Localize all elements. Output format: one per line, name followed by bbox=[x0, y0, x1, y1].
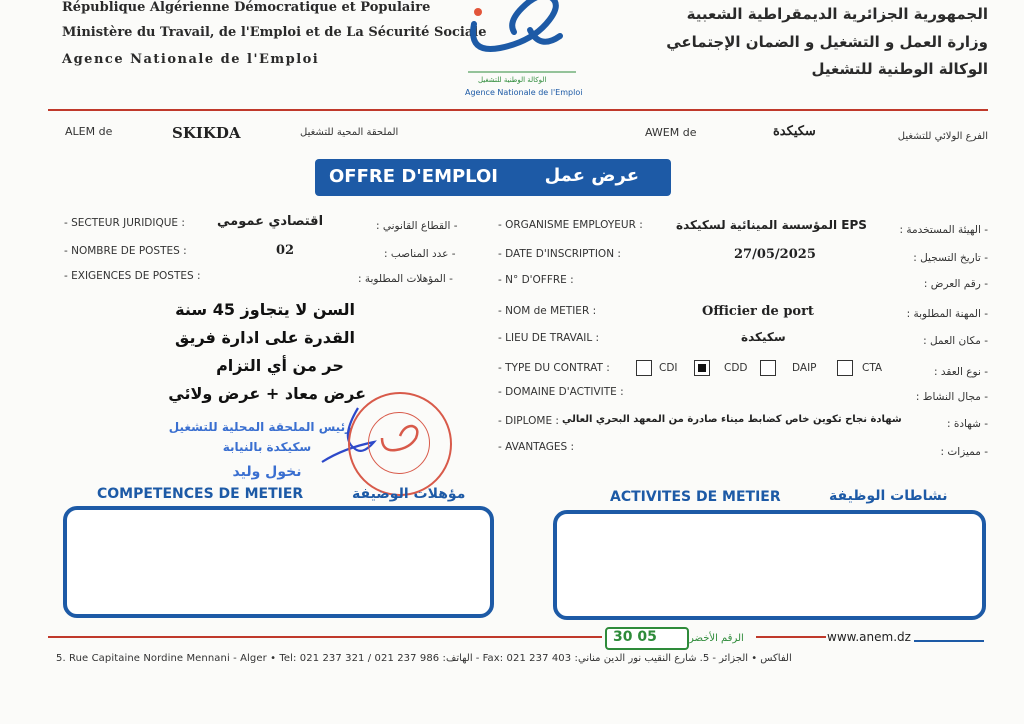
activites-title: ACTIVITES DE METIER bbox=[610, 489, 781, 505]
banner-ar: عرض عمل bbox=[544, 165, 639, 186]
organisme-label-ar: - الهيئة المستخدمة : bbox=[899, 224, 988, 236]
avantages-label: - AVANTAGES : bbox=[498, 441, 575, 453]
anem-logo bbox=[460, 0, 584, 80]
lieu-value: سكيكدة bbox=[741, 330, 786, 344]
secteur-value: اقتصادي عمومي bbox=[217, 214, 324, 229]
offre-label-ar: - رقم العرض : bbox=[923, 278, 988, 290]
requirement-1: السن لا يتجاوز 45 سنة bbox=[175, 300, 355, 319]
awem-label: AWEM de bbox=[645, 126, 697, 139]
alem-value: SKIKDA bbox=[172, 124, 241, 142]
competences-panel bbox=[63, 506, 494, 618]
metier-value: Officier de port bbox=[702, 304, 814, 319]
contrat-label-ar: - نوع العقد : bbox=[934, 366, 988, 378]
competences-title: COMPETENCES DE METIER bbox=[97, 486, 304, 502]
header-ar-line1: الجمهورية الجزائرية الديمقراطية الشعبية bbox=[686, 5, 988, 23]
alem-label-ar: الملحقة المحية للتشغيل bbox=[300, 127, 399, 138]
postes-label-ar: - عدد المناصب : bbox=[384, 248, 456, 260]
footer-rule-mid bbox=[756, 636, 826, 638]
round-stamp bbox=[348, 392, 452, 496]
organisme-value: المؤسسة المينائية لسكيكدة EPS bbox=[676, 218, 867, 232]
header-fr-line2: Ministère du Travail, de l'Emploi et de La Sécurité Sociale bbox=[62, 25, 487, 40]
green-number: 30 05 bbox=[613, 629, 657, 645]
requirement-3: حر من أي التزام bbox=[216, 356, 344, 375]
exigences-label: - EXIGENCES DE POSTES : bbox=[64, 270, 201, 282]
postes-label: - NOMBRE DE POSTES : bbox=[64, 245, 187, 257]
stamp-line1: رئيس الملحقة المحلية للتشغيل bbox=[168, 420, 352, 434]
stamp-line3: نخول وليد bbox=[232, 464, 302, 480]
secteur-label-ar: - القطاع القانوني : bbox=[376, 220, 458, 232]
date-value: 27/05/2025 bbox=[734, 247, 816, 262]
offer-banner bbox=[315, 159, 671, 196]
activites-panel bbox=[553, 510, 986, 620]
header-rule bbox=[48, 109, 988, 111]
metier-label: - NOM de METIER : bbox=[498, 305, 597, 317]
header-ar-line2: وزارة العمل و التشغيل و الضمان الإجتماعي bbox=[666, 33, 988, 51]
activites-title-ar: نشاطات الوظيفة bbox=[829, 488, 948, 504]
lieu-label-ar: - مكان العمل : bbox=[923, 335, 988, 347]
domaine-label: - DOMAINE D'ACTIVITE : bbox=[498, 386, 624, 398]
contrat-label: - TYPE DU CONTRAT : bbox=[498, 362, 610, 374]
awem-value: سكيكدة bbox=[773, 124, 816, 139]
logo-ar-text: الوكالة الوطنية للتشغيل bbox=[478, 76, 547, 84]
cta-checkbox[interactable] bbox=[837, 360, 853, 376]
daip-checkbox[interactable] bbox=[760, 360, 776, 376]
postes-value: 02 bbox=[276, 243, 295, 258]
logo-fr-text: Agence Nationale de l'Emploi bbox=[465, 88, 583, 97]
header-fr-line1: République Algérienne Démocratique et Populaire bbox=[62, 0, 431, 15]
secteur-label: - SECTEUR JURIDIQUE : bbox=[64, 217, 185, 229]
competences-title-ar: مؤهلات الوضيفة bbox=[352, 486, 466, 502]
website-link[interactable]: www.anem.dz bbox=[827, 630, 911, 644]
daip-label: DAIP bbox=[792, 362, 817, 374]
cdi-checkbox[interactable] bbox=[636, 360, 652, 376]
footer-rule-right bbox=[914, 640, 984, 642]
stamp-line2: سكيكدة بالنيابة bbox=[222, 440, 312, 454]
footer-rule-left bbox=[48, 636, 602, 638]
banner-fr: OFFRE D'EMPLOI bbox=[329, 166, 498, 187]
cdi-label: CDI bbox=[659, 362, 678, 374]
header-fr-line3: Agence Nationale de l'Emploi bbox=[62, 52, 320, 67]
lieu-label: - LIEU DE TRAVAIL : bbox=[498, 332, 600, 344]
diplome-value: شهادة نجاح تكوين خاص كضابط ميناء صادرة من المعهد البحري العالي bbox=[562, 414, 902, 425]
date-label: - DATE D'INSCRIPTION : bbox=[498, 248, 621, 260]
cdd-checkbox[interactable] bbox=[694, 360, 710, 376]
domaine-label-ar: - مجال النشاط : bbox=[915, 391, 988, 403]
green-number-box bbox=[605, 627, 689, 650]
requirement-4: عرض معاد + عرض ولائي bbox=[168, 384, 366, 403]
footer-address: 5. Rue Capitaine Nordine Mennani - Alger • Tel: 021 237 321 / 021 237 986 :الهاتف - Fax: 021 237 403 :الفاكس • الجزائر - 5. شارع النقيب نور الدين مناني bbox=[56, 653, 792, 664]
alem-label: ALEM de bbox=[65, 125, 113, 138]
stamp-logo-icon bbox=[378, 424, 422, 454]
cdd-label: CDD bbox=[724, 362, 748, 374]
green-number-label: الرقم الأخضر bbox=[689, 633, 744, 644]
header-ar-line3: الوكالة الوطنية للتشغيل bbox=[811, 60, 988, 78]
cta-label: CTA bbox=[862, 362, 883, 374]
offre-label: - N° D'OFFRE : bbox=[498, 274, 574, 286]
date-label-ar: - تاريخ التسجيل : bbox=[913, 252, 988, 264]
requirement-2: القدرة على ادارة فريق bbox=[175, 328, 355, 347]
metier-label-ar: - المهنة المطلوبة : bbox=[906, 308, 988, 320]
awem-label-ar: الفرع الولائي للتشغيل bbox=[897, 131, 988, 142]
diplome-label: - DIPLOME : bbox=[498, 415, 559, 427]
avantages-label-ar: - مميزات : bbox=[940, 446, 988, 458]
diplome-label-ar: - شهادة : bbox=[946, 418, 988, 430]
exigences-label-ar: - المؤهلات المطلوبة : bbox=[358, 273, 453, 285]
organisme-label: - ORGANISME EMPLOYEUR : bbox=[498, 219, 643, 231]
